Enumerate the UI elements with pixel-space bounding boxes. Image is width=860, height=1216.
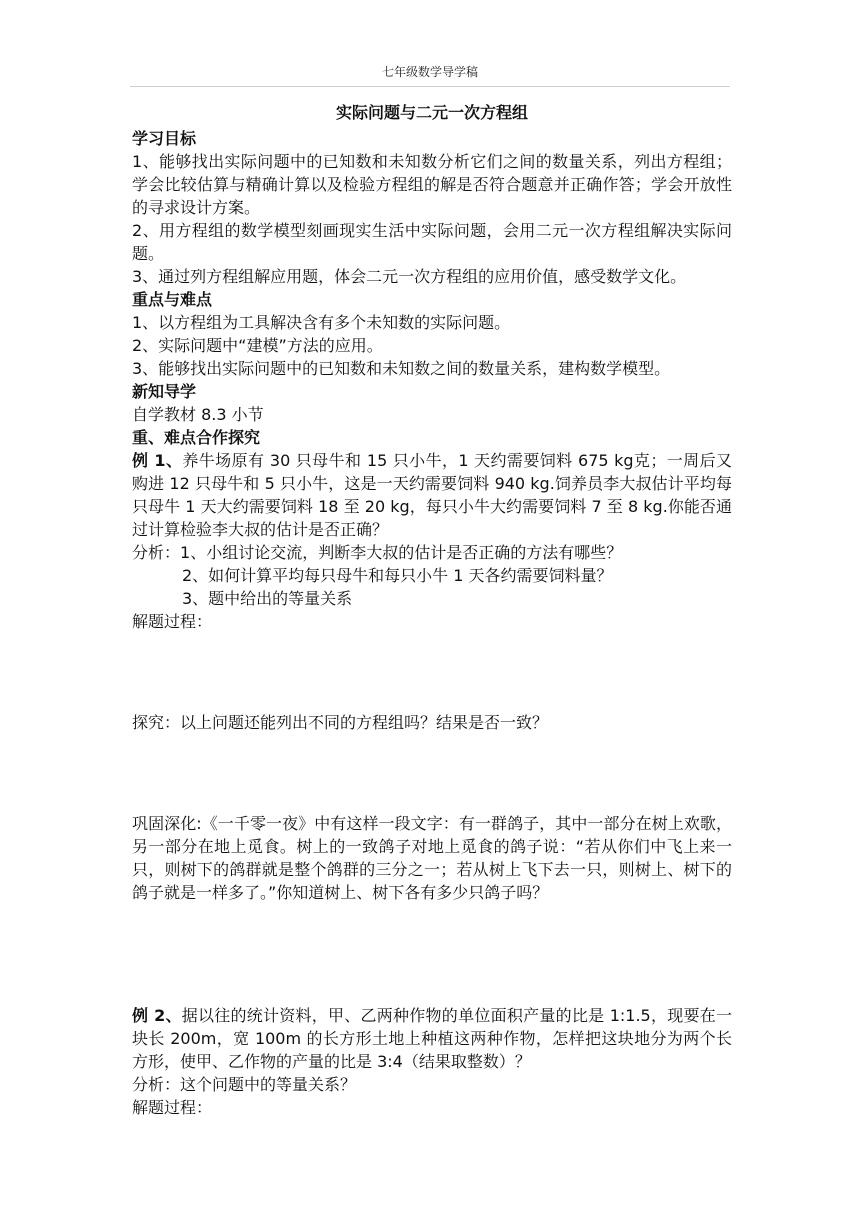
new-knowledge-heading: 新知导学 <box>132 382 197 401</box>
objective-item: 3、通过列方程组解应用题，体会二元一次方程组的应用价值，感受数学文化。 <box>132 267 687 286</box>
example-1-text: 养牛场原有 30 只母牛和 15 只小牛，1 天约需要饲料 675 kg克；一周后又购进 12 只母牛和 5 只小牛，这是一天约需要饲料 940 kg.饲养员李大叔估计平均每只母牛 1 天大约需要饲料 18 至 20 kg，每只小牛大约需要饲料 7 至 8 kg.你能否通过计算检验李大叔的估计是否正确？ <box>132 451 732 539</box>
example-2-label: 例 2、 <box>132 1006 182 1025</box>
example-2 <box>132 1004 732 1073</box>
answer-space <box>132 633 732 711</box>
document-title: 实际问题与二元一次方程组 <box>335 103 528 122</box>
new-knowledge-text: 自学教材 8.3 小节 <box>132 405 264 424</box>
analysis-item: 3、题中给出的等量关系 <box>182 589 353 608</box>
objective-item: 1、能够找出实际问题中的已知数和未知数分析它们之间的数量关系，列出方程组；学会比较估算与精确计算以及检验方程组的解是否符合题意并正确作答；学会开放性的寻求设计方案。 <box>132 152 732 217</box>
analysis-item: 2、如何计算平均每只母牛和每只小牛 1 天各约需要饲料量？ <box>182 566 613 585</box>
document-body <box>132 101 732 1119</box>
analysis-label: 分析： <box>132 543 181 562</box>
key-point-item: 1、以方程组为工具解决含有多个未知数的实际问题。 <box>132 313 511 332</box>
example-1-analysis <box>132 541 732 564</box>
example-1 <box>132 449 732 541</box>
example-2-analysis: 分析：这个问题中的等量关系？ <box>132 1075 357 1094</box>
cooperation-heading: 重、难点合作探究 <box>132 428 261 447</box>
objectives-heading: 学习目标 <box>132 129 197 148</box>
key-points-heading: 重点与难点 <box>132 290 213 309</box>
solution-label: 解题过程： <box>132 1098 213 1117</box>
key-point-item: 3、能够找出实际问题中的已知数和未知数之间的数量关系，建构数学模型。 <box>132 359 671 378</box>
key-point-item: 2、实际问题中“建模”方法的应用。 <box>132 336 383 355</box>
solution-label: 解题过程： <box>132 612 213 631</box>
running-header: 七年级数学导学稿 <box>381 65 478 79</box>
explore-prompt: 探究：以上问题还能列出不同的方程组吗？结果是否一致？ <box>132 713 549 732</box>
header-divider <box>130 86 730 87</box>
consolidate-problem: 巩固深化:《一千零一夜》中有这样一段文字：有一群鸽子，其中一部分在树上欢歌，另一部分在地上觅食。树上的一致鸽子对地上觅食的鸽子说：“若从你们中飞上来一只，则树下的鸽群就是整个鸽群的三分之一；若从树上飞下去一只，则树上、树下的鸽子就是一样多了。”你知道树上、树下各有多少只鸽子吗？ <box>132 814 732 902</box>
answer-space <box>132 904 732 1004</box>
answer-space <box>132 734 732 812</box>
example-2-text: 据以往的统计资料，甲、乙两种作物的单位面积产量的比是 1:1.5，现要在一块长 200m，宽 100m 的长方形土地上种植这两种作物，怎样把这块地分为两个长方形，使甲、乙作物的产量的比是 3:4（结果取整数）？ <box>132 1006 732 1071</box>
analysis-item: 1、小组讨论交流，判断李大叔的估计是否正确的方法有哪些？ <box>180 543 623 562</box>
example-1-label: 例 1、 <box>132 451 183 470</box>
objective-item: 2、用方程组的数学模型刻画现实生活中实际问题，会用二元一次方程组解决实际问题。 <box>132 221 732 263</box>
